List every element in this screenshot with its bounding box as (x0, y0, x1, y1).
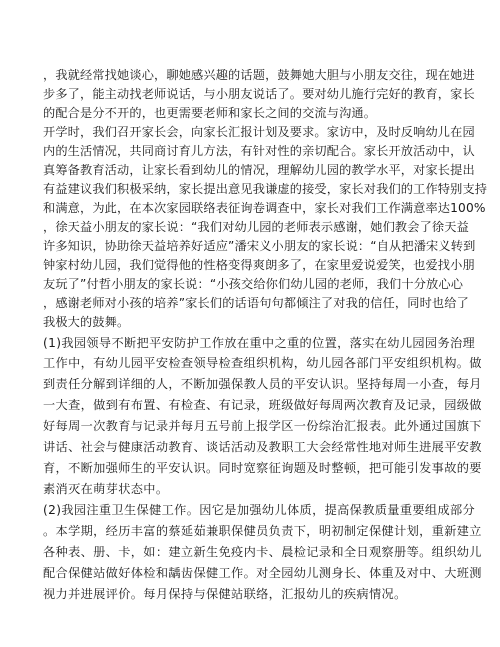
paragraph-line: 钟家村幼儿园，我们觉得他的性格变得爽朗多了，在家里爱说爱笑，也爱找小朋 (43, 258, 475, 272)
paragraph-line: 我极大的鼓舞。 (43, 315, 130, 329)
paragraph-line: 步多了，能主动找老师说话，与小朋友说话了。要对幼儿施行完好的教育，家长 (43, 87, 475, 101)
paragraph-line: 到责任分解到详细的人，不断加强保教人员的平安认识。坚持每周一小查，每月 (43, 377, 482, 391)
paragraph-line: 工作中，有幼儿园平安检查领导检查组织机构，幼儿园各部门平安组织机构。做 (43, 356, 482, 370)
paragraph-line: 讲话、社会与健康活动教育、谈话活动及教职工大会经常性地对师生进展平安教 (43, 440, 482, 454)
paragraph-line: 育，不断加强师生的平安认识。同时宽察征询题及时整顿，把可能引发事故的要 (43, 461, 482, 475)
paragraph-line: (2)我园注重卫生保健工作。因它是加强幼儿体质，提高保教质量重要组成部分 (43, 503, 476, 517)
paragraph-line: 友玩了”付哲小朋友的家长说：“小孩交给你们幼儿园的老师，我们十分放心心 (43, 277, 464, 291)
paragraph-line: 开学时，我们召开家长会，向家长汇报计划及要求。家访中，及时反响幼儿在园 (43, 125, 475, 139)
paragraph-line: 许多知识，协助徐天益培养好适应”潘宋义小朋友的家长说：“自从把潘宋义转到 (43, 239, 476, 253)
paragraph-line: (1)我园领导不断把平安防护工作放在重中之重的位置，落实在幼儿园园务治理 (43, 336, 476, 350)
paragraph-line: 素消灭在萌芽状态中。 (43, 482, 169, 496)
paragraph-line: 一大查，做到有布置、有检查、有记录，班级做好每周两次教育及记录，园级做 (43, 398, 482, 412)
paragraph-line: ，我就经常找她谈心，聊她感兴趣的话题，鼓舞她大胆与小朋友交往，现在她进 (43, 68, 475, 82)
paragraph-line: ，感谢老师对小孩的培养”家长们的话语句句都倾注了对我的信任，同时也给了 (43, 296, 469, 310)
paragraph-line: 真筹备教育活动，让家长看到幼儿的情况，理解幼儿园的教学水平，对家长提出 (43, 163, 475, 177)
paragraph-line: 的配合是分不开的，也更需要老师和家长之间的交流与沟通。 (43, 106, 377, 120)
paragraph-line: 视力并进展评价。每月保持与保健站联络，汇报幼儿的疾病情况。 (43, 587, 407, 601)
paragraph-line: 内的生活情况，共同商讨育儿方法，有针对性的亲切配合。家长开放活动中，认 (43, 144, 475, 158)
paragraph-line: 各种表、册、卡，如：建立新生免疫内卡、晨检记录和全日观察册等。组织幼儿 (43, 545, 482, 559)
paragraph-line: ，徐天益小朋友的家长说：“我们对幼儿园的老师表示感谢，她们教会了徐天益 (43, 220, 469, 234)
paragraph-line: 好每周一次教育与记录并每月五号前上报学区一份综治汇报表。此外通过国旗下 (43, 419, 482, 433)
paragraph-line: 。本学期，经历丰富的蔡延茹兼职保健员负责下，明初制定保健计划，重新建立 (43, 524, 482, 538)
paragraph-line: 配合保健站做好体检和龋齿保健工作。对全园幼儿测身长、体重及对中、大班测 (43, 566, 482, 580)
paragraph-line: 有益建议我们积极采纳，家长提出意见我谦虚的接受，家长对我们的工作特别支持 (43, 182, 488, 196)
paragraph-line: 和满意，为此，在本次家园联络表征询卷调查中，家长对我们工作满意率达100% (43, 201, 486, 215)
